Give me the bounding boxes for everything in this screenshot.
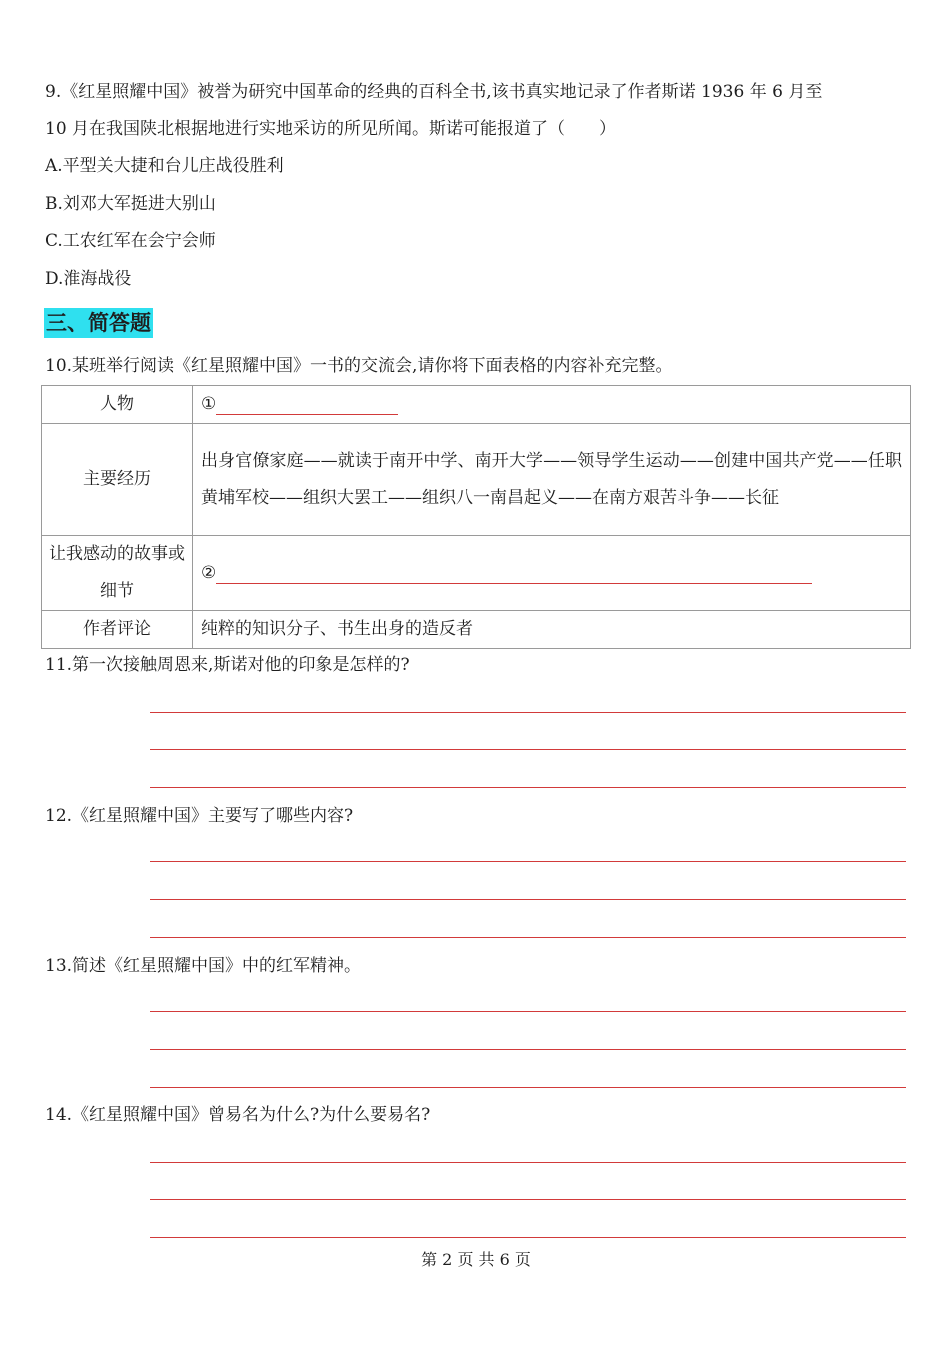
- q9-text-line1: 9.《红星照耀中国》被誉为研究中国革命的经典的百科全书,该书真实地记录了作者斯诺 1936 年 6 月至: [45, 82, 823, 102]
- row-header: 让我感动的故事或细节: [42, 536, 193, 611]
- q9-option-a: A.平型关大捷和台儿庄战役胜利: [45, 156, 284, 176]
- answer-line[interactable]: [150, 937, 906, 938]
- answer-line[interactable]: [150, 787, 906, 788]
- table-row: [42, 424, 911, 536]
- answer-line[interactable]: [150, 712, 906, 713]
- q14-text: 14.《红星照耀中国》曾易名为什么?为什么要易名?: [45, 1105, 431, 1125]
- answer-line[interactable]: [150, 1011, 906, 1012]
- page-number: 第 2 页 共 6 页: [421, 1250, 531, 1269]
- q9-option-b: B.刘邓大军挺进大别山: [45, 194, 216, 214]
- answer-line[interactable]: [150, 1049, 906, 1050]
- row-header: 作者评论: [42, 611, 193, 649]
- row-content: 出身官僚家庭——就读于南开中学、南开大学——领导学生运动——创建中国共产党——任职黄埔军校——组织大罢工——组织八一南昌起义——在南方艰苦斗争——长征: [193, 424, 911, 536]
- row-content: 纯粹的知识分子、书生出身的造反者: [193, 611, 911, 649]
- blank-marker: ②: [201, 562, 217, 583]
- answer-line[interactable]: [150, 1087, 906, 1088]
- table-row: [42, 536, 911, 611]
- answer-blank-2[interactable]: [216, 563, 812, 584]
- table-row: [42, 386, 911, 424]
- q10-table: [41, 385, 911, 649]
- answer-line[interactable]: [150, 1199, 906, 1200]
- q13-text: 13.简述《红星照耀中国》中的红军精神。: [45, 956, 362, 976]
- row-header: 人物: [42, 386, 193, 424]
- q9-option-d: D.淮海战役: [45, 269, 132, 289]
- row-header: 主要经历: [42, 424, 193, 536]
- answer-line[interactable]: [150, 1237, 906, 1238]
- answer-line[interactable]: [150, 1162, 906, 1163]
- answer-line[interactable]: [150, 899, 906, 900]
- section-heading: 三、简答题: [44, 308, 153, 338]
- q9-option-c: C.工农红军在会宁会师: [45, 231, 216, 251]
- q9-text-line2: 10 月在我国陕北根据地进行实地采访的所见所闻。斯诺可能报道了（ ）: [45, 119, 617, 139]
- blank-marker: ①: [201, 394, 217, 414]
- row-content: [193, 386, 911, 424]
- q12-text: 12.《红星照耀中国》主要写了哪些内容?: [45, 806, 354, 826]
- answer-blank-1[interactable]: [216, 394, 398, 415]
- q11-text: 11.第一次接触周恩来,斯诺对他的印象是怎样的?: [45, 655, 410, 675]
- row-content: [193, 536, 911, 611]
- answer-line[interactable]: [150, 749, 906, 750]
- answer-line[interactable]: [150, 861, 906, 862]
- q10-prompt: 10.某班举行阅读《红星照耀中国》一书的交流会,请你将下面表格的内容补充完整。: [45, 356, 673, 376]
- table-row: [42, 611, 911, 649]
